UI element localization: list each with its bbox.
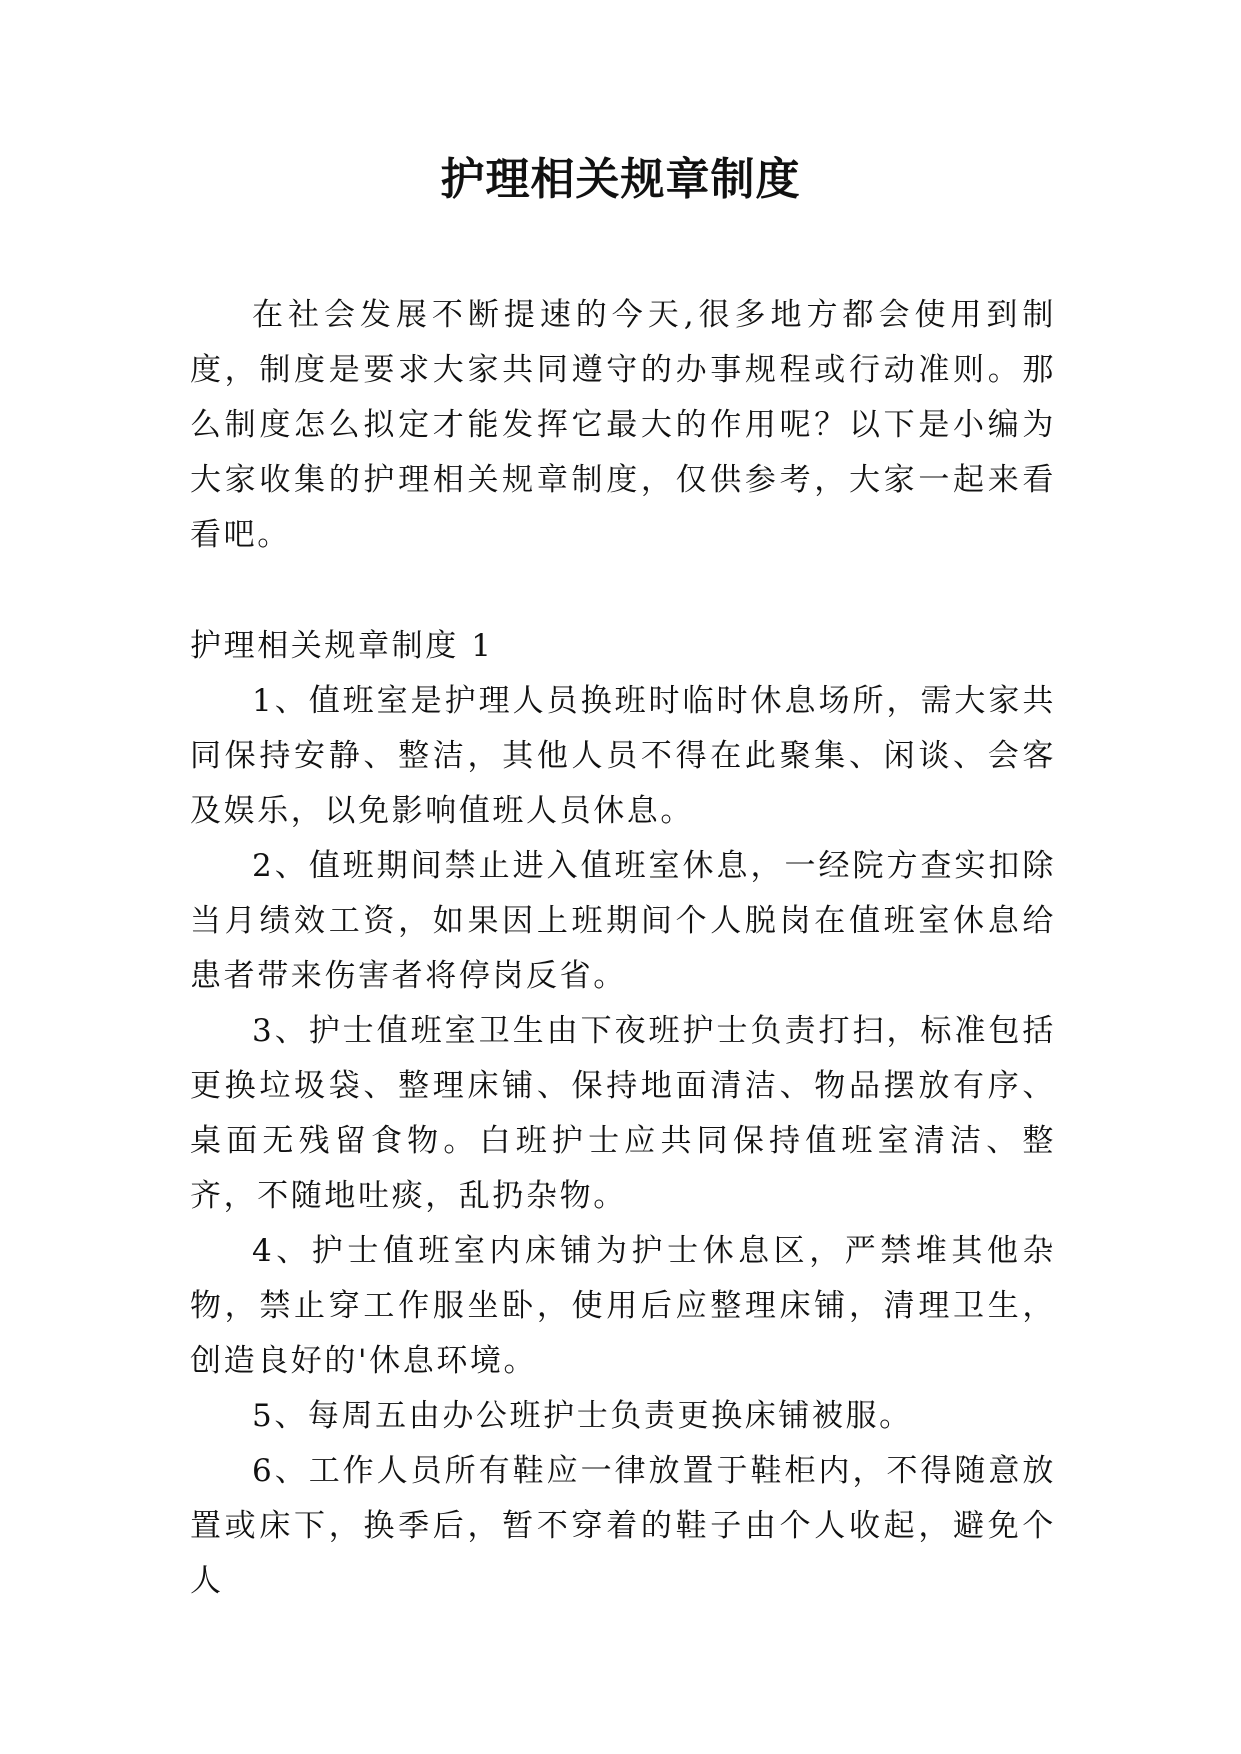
regulation-item-3: 3、护士值班室卫生由下夜班护士负责打扫，标准包括更换垃圾袋、整理床铺、保持地面清洁、物品摆放有序、桌面无残留食物。白班护士应共同保持值班室清洁、整齐，不随地吐痰，乱扔杂物。 bbox=[190, 1013, 1056, 1214]
regulation-item-5: 5、每周五由办公班护士负责更换床铺被服。 bbox=[252, 1398, 913, 1434]
regulation-item-2: 2、值班期间禁止进入值班室休息，一经院方查实扣除当月绩效工资，如果因上班期间个人脱岗在值班室休息给患者带来伤害者将停岗反省。 bbox=[190, 848, 1056, 994]
regulation-item-1: 1、值班室是护理人员换班时临时休息场所，需大家共同保持安静、整洁，其他人员不得在此聚集、闲谈、会客及娱乐，以免影响值班人员休息。 bbox=[190, 683, 1056, 829]
document-title: 护理相关规章制度 bbox=[440, 154, 801, 205]
regulation-item-4: 4、护士值班室内床铺为护士休息区，严禁堆其他杂物，禁止穿工作服坐卧，使用后应整理床铺，清理卫生，创造良好的'休息环境。 bbox=[190, 1233, 1056, 1379]
regulation-item-6: 6、工作人员所有鞋应一律放置于鞋柜内，不得随意放置或床下，换季后，暂不穿着的鞋子由个人收起，避免个人 bbox=[190, 1453, 1056, 1599]
document-body bbox=[190, 288, 1056, 1609]
section-heading: 护理相关规章制度 1 bbox=[190, 628, 494, 664]
intro-paragraph: 在社会发展不断提速的今天,很多地方都会使用到制度，制度是要求大家共同遵守的办事规程或行动准则。那么制度怎么拟定才能发挥它最大的作用呢？以下是小编为大家收集的护理相关规章制度，仅供参考，大家一起来看看吧。 bbox=[190, 297, 1056, 553]
